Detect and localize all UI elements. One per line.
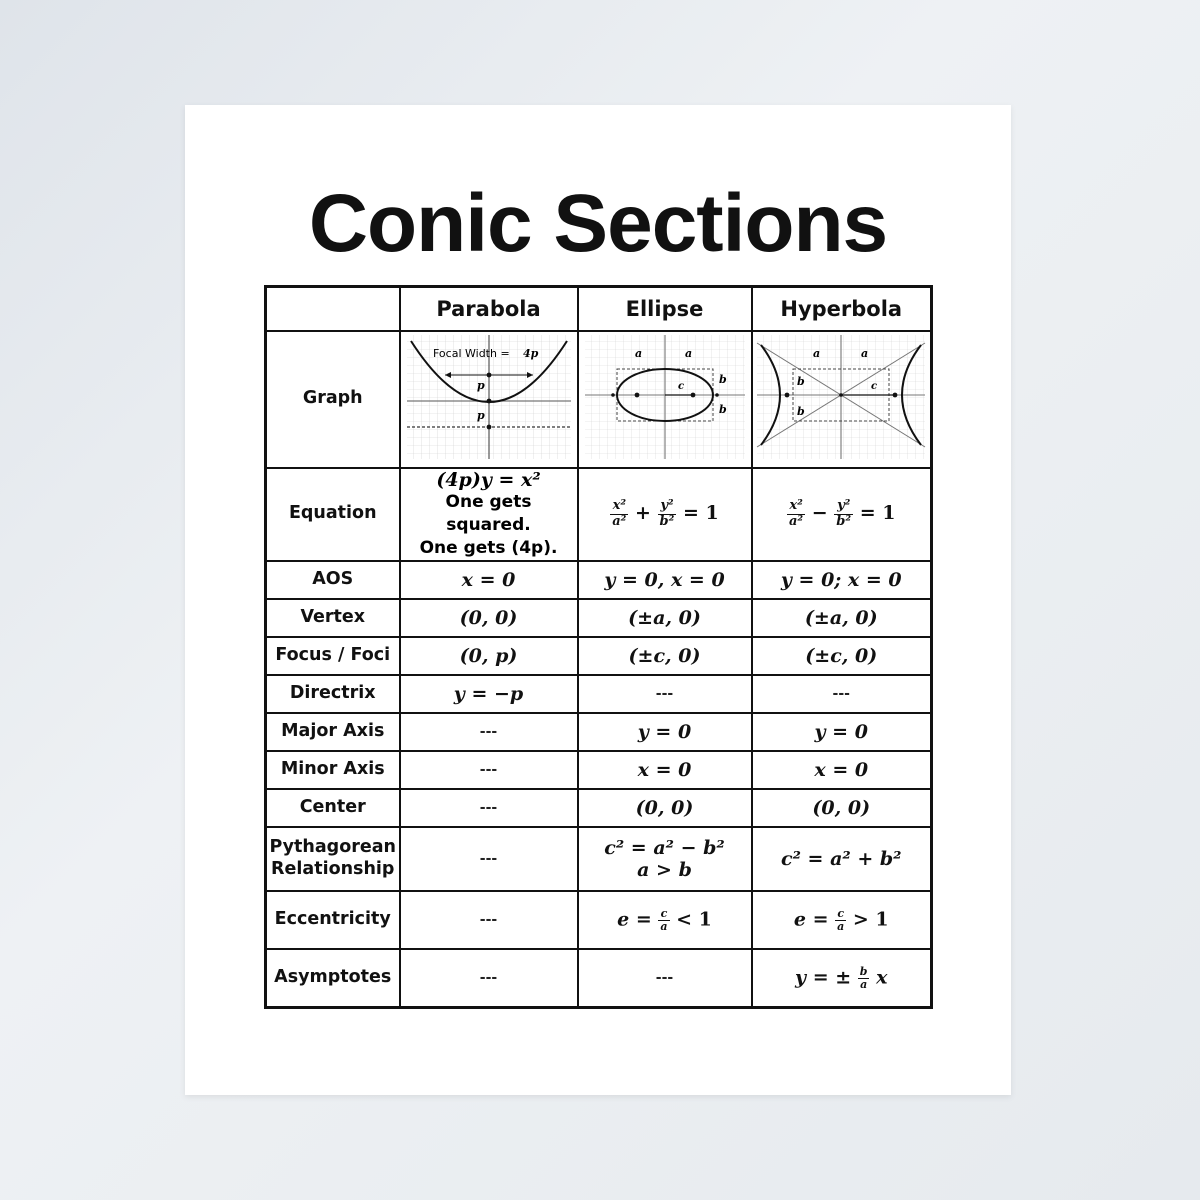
hyperbola-frac-y xyxy=(834,499,853,529)
row-label-pythagorean xyxy=(266,827,400,891)
ellipse-directrix: --- xyxy=(578,675,752,713)
table-row xyxy=(266,599,932,637)
ellipse-plus: + xyxy=(635,502,651,525)
asymptote-y-eq: y = ± xyxy=(795,966,852,989)
row-label-aos: AOS xyxy=(266,561,400,599)
focal-width-label: Focal Width = xyxy=(432,347,510,361)
ellipse-x2: x² xyxy=(612,498,627,514)
eccentricity-row xyxy=(266,891,932,949)
table-row xyxy=(266,713,932,751)
table-row xyxy=(266,789,932,827)
ellipse-a-left: a xyxy=(634,347,642,361)
hyperbola-b-lower: b xyxy=(797,405,805,419)
row-label-major-axis: Major Axis xyxy=(266,713,400,751)
hyperbola-pythagorean: c² = a² + b² xyxy=(752,827,932,891)
asymptote-x: x xyxy=(876,966,888,989)
ellipse-equation xyxy=(578,468,752,561)
parabola-directrix: y = −p xyxy=(400,675,578,713)
hyperbola-a-left: a xyxy=(813,347,821,361)
hyperbola-b2: b² xyxy=(836,513,852,529)
ellipse-pythagorean xyxy=(578,827,752,891)
parabola-focus: (0, p) xyxy=(400,637,578,675)
ellipse-pythagorean-cond: a > b xyxy=(637,859,692,882)
focal-width-value: 4p xyxy=(522,347,538,361)
hyperbola-graph xyxy=(755,333,927,461)
row-label-center: Center xyxy=(266,789,400,827)
poster xyxy=(185,105,1011,1095)
parabola-equation-cell xyxy=(400,468,578,561)
hyperbola-equation xyxy=(752,468,932,561)
hyperbola-graph-cell xyxy=(752,331,932,468)
col-hyperbola: Hyperbola xyxy=(752,287,932,331)
ellipse-graph-cell xyxy=(578,331,752,468)
hyperbola-ecc-rel: > 1 xyxy=(852,908,889,931)
ellipse-major-axis: y = 0 xyxy=(578,713,752,751)
ellipse-eq1: = 1 xyxy=(682,502,719,525)
hyperbola-minor-axis: x = 0 xyxy=(752,751,932,789)
ellipse-a2: a² xyxy=(612,513,627,529)
pythagorean-label-1: Pythagorean xyxy=(269,837,396,858)
ellipse-c-over-a: $\frac{c}{a}$ xyxy=(660,906,668,933)
ellipse-c-label: c xyxy=(677,381,684,393)
parabola-asymptotes: --- xyxy=(400,949,578,1007)
hyperbola-asymptotes xyxy=(752,949,932,1007)
corner-cell xyxy=(266,287,400,331)
hyperbola-vertex: (±a, 0) xyxy=(752,599,932,637)
parabola-note-2: One gets (4p). xyxy=(419,537,558,558)
row-label-directrix: Directrix xyxy=(266,675,400,713)
ellipse-vertex: (±a, 0) xyxy=(578,599,752,637)
header-row xyxy=(266,287,932,331)
ellipse-b2: b² xyxy=(659,513,675,529)
row-label-vertex: Vertex xyxy=(266,599,400,637)
parabola-minor-axis: --- xyxy=(400,751,578,789)
row-label-graph: Graph xyxy=(266,331,400,468)
table-row xyxy=(266,751,932,789)
hyperbola-e-eq: e = xyxy=(793,908,829,931)
ellipse-pythagorean-eq: c² = a² − b² xyxy=(604,837,725,860)
ellipse-graph xyxy=(583,333,747,461)
ellipse-eccentricity xyxy=(578,891,752,949)
hyperbola-c-over-a: $\frac{c}{a}$ xyxy=(837,906,845,933)
col-ellipse: Ellipse xyxy=(578,287,752,331)
row-label-focus: Focus / Foci xyxy=(266,637,400,675)
ellipse-center: (0, 0) xyxy=(578,789,752,827)
parabola-p-lower: p xyxy=(476,409,485,423)
parabola-graph xyxy=(405,333,573,461)
ellipse-frac-x xyxy=(610,499,628,529)
parabola-p-upper: p xyxy=(476,379,485,393)
ellipse-e-eq: e = xyxy=(617,908,652,931)
pythagorean-label-2: Relationship xyxy=(271,859,395,880)
ellipse-foci: (±c, 0) xyxy=(578,637,752,675)
hyperbola-y2: y² xyxy=(837,498,851,514)
hyperbola-directrix: --- xyxy=(752,675,932,713)
conic-table xyxy=(264,285,933,1009)
pythagorean-row xyxy=(266,827,932,891)
hyperbola-eccentricity xyxy=(752,891,932,949)
table-row xyxy=(266,675,932,713)
ellipse-b-upper: b xyxy=(718,373,727,387)
hyperbola-c-label: c xyxy=(871,381,878,393)
asymptote-b-over-a: $\frac{b}{a}$ xyxy=(859,964,868,991)
hyperbola-frac-x xyxy=(787,499,805,529)
ellipse-aos: y = 0, x = 0 xyxy=(578,561,752,599)
table-row xyxy=(266,637,932,675)
hyperbola-x2: x² xyxy=(789,498,803,514)
hyperbola-aos: y = 0; x = 0 xyxy=(752,561,932,599)
hyperbola-foci: (±c, 0) xyxy=(752,637,932,675)
equation-row xyxy=(266,468,932,561)
parabola-vertex: (0, 0) xyxy=(400,599,578,637)
row-label-asymptotes: Asymptotes xyxy=(266,949,400,1007)
parabola-pythagorean: --- xyxy=(400,827,578,891)
hyperbola-minus: − xyxy=(811,502,828,525)
parabola-aos: x = 0 xyxy=(400,561,578,599)
ellipse-y2: y² xyxy=(660,498,674,514)
parabola-eccentricity: --- xyxy=(400,891,578,949)
hyperbola-a-right: a xyxy=(861,347,869,361)
hyperbola-center: (0, 0) xyxy=(752,789,932,827)
parabola-graph-cell xyxy=(400,331,578,468)
hyperbola-eq1: = 1 xyxy=(859,502,896,525)
parabola-major-axis: --- xyxy=(400,713,578,751)
ellipse-a-right: a xyxy=(684,347,692,361)
graph-row xyxy=(266,331,932,468)
ellipse-minor-axis: x = 0 xyxy=(578,751,752,789)
parabola-equation: (4p)y = x² xyxy=(436,468,541,491)
asymptotes-row xyxy=(266,949,932,1007)
row-label-eccentricity: Eccentricity xyxy=(266,891,400,949)
table-row xyxy=(266,561,932,599)
hyperbola-b-upper: b xyxy=(797,375,805,389)
row-label-minor-axis: Minor Axis xyxy=(266,751,400,789)
hyperbola-a2: a² xyxy=(789,513,804,529)
ellipse-frac-y xyxy=(658,499,677,529)
page-title: Conic Sections xyxy=(308,178,888,269)
parabola-center: --- xyxy=(400,789,578,827)
ellipse-b-lower: b xyxy=(718,403,727,417)
row-label-equation: Equation xyxy=(266,468,400,561)
col-parabola: Parabola xyxy=(400,287,578,331)
ellipse-asymptotes: --- xyxy=(578,949,752,1007)
hyperbola-major-axis: y = 0 xyxy=(752,713,932,751)
ellipse-ecc-rel: < 1 xyxy=(676,908,712,931)
parabola-note-1: One gets squared. xyxy=(445,491,532,535)
